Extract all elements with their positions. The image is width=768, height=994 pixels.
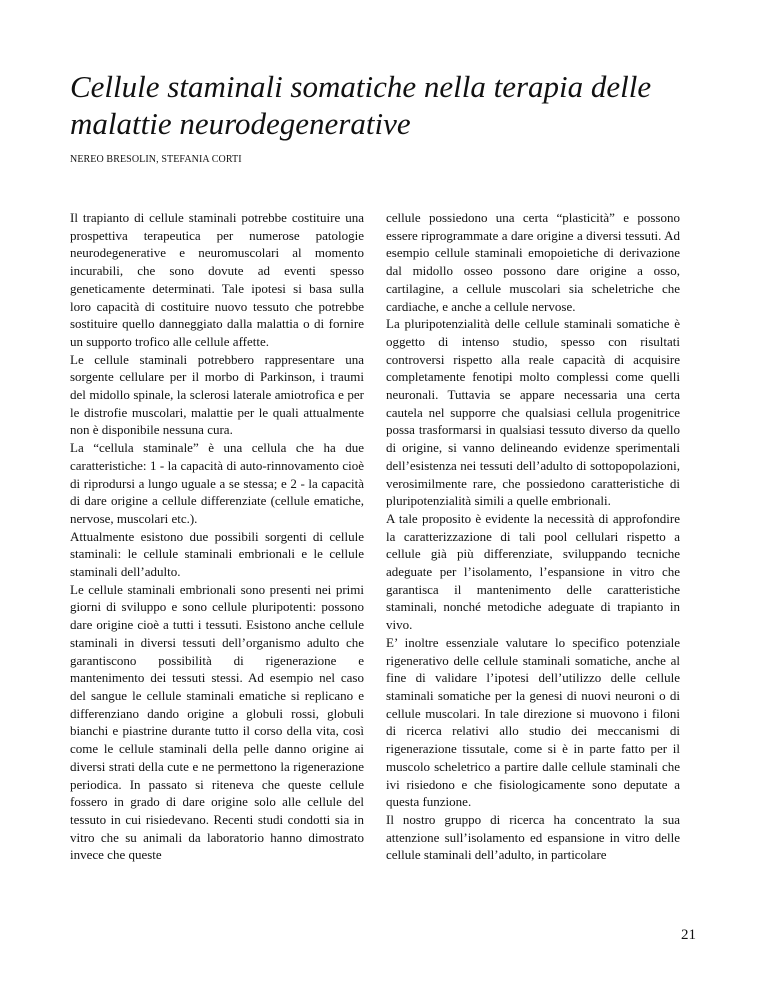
paragraph: Il nostro gruppo di ricerca ha concentrato la sua attenzione sull’isolamento ed espansione in vitro delle cellule staminali dell’adulto, in particolare [386,811,680,863]
paragraph: A tale proposito è evidente la necessità di approfondire la caratterizzazione di tali pool cellulari rispetto a cellule già più differenziate, sviluppando tecniche adeguate per l’isolamento, l’espansione in vitro che garantisca il mantenimento delle caratteristiche staminali, nonché metodiche adeguate di trapianto in vivo. [386,510,680,633]
paragraph: La “cellula staminale” è una cellula che ha due caratteristiche: 1 - la capacità di auto-rinnovamento cioè di riprodursi a lungo uguale a se stessa; e 2 - la capacità di dare origine a cellule differenziate (cellule ematiche, nervose, muscolari etc.). [70,440,364,526]
paragraph: Il trapianto di cellule staminali potrebbe costituire una prospettiva terapeutica per numerose patologie neurodegenerative e neuromuscolari al momento incurabili, che sono dovute ad eventi spesso geneticamente determinati. Tale ipotesi si basa sulla loro capacità di costituire nuovo tessuto che potrebbe sostituire quello danneggiato dalla malattia o di fornire un supporto trofico alle cellule affette. [70,210,364,349]
paragraph: Le cellule staminali embrionali sono presenti nei primi giorni di sviluppo e sono cellule pluripotenti: possono dare origine cioè a tutti i tessuti. Esistono anche cellule staminali in diversi tessuti dell’organismo adulto che garantiscono possibilità di rigenerazione e mantenimento dei tessuti stessi. Ad esempio nel caso del sangue le cellule staminali ematiche si replicano e differenziano dando origine a globuli rossi, globuli bianchi e piastrine durante tutto il corso della vita, così come le cellule staminali della pelle danno origine ai diversi strati della cute e ne permettono la rigenerazione periodica. In passato si riteneva che queste cellule fossero in grado di dare origine solo alle cellule del tessuto in cui risiedevano. Recenti studi condotti sia in vitro che su animali da laboratorio hanno dimostrato invece che queste [70,581,364,863]
paragraph: E’ inoltre essenziale valutare lo specifico potenziale rigenerativo delle cellule staminali somatiche, anche al fine di validare l’ipotesi dell’utilizzo delle cellule staminali somatiche per la genesi di nuovi neuroni o di cellule muscolari. In tale direzione si muovono i filoni di ricerca relativi allo studio dei meccanismi di rigenerazione tissutale, come si è in parte fatto per il muscolo scheletrico a partire dalle cellule staminali che ivi risiedono e che fisiologicamente sono deputate a questa funzione. [386,634,680,810]
paragraph: La pluripotenzialità delle cellule staminali somatiche è oggetto di intenso studio, spesso con risultati controversi rispetto alla reale capacità di acquisire completamente fenotipi molto complessi come quelli neuronali. Tuttavia se appare necessaria una certa cautela nel supporre che qualsiasi cellula progenitrice possa trasformarsi in qualsiasi tessuto diverso da quello di origine, si vanno delineando evidenze sperimentali dell’esistenza nei tessuti dell’adulto di sottopopolazioni, verosimilmente rare, che possiedono caratteristiche di pluripotenzialità simili a quelle embrionali. [386,316,680,509]
article-title: Cellule staminali somatiche nella terapia delle malattie neurodegenerative [70,69,652,141]
page-number: 21 [681,927,696,943]
paragraph: cellule possiedono una certa “plasticità” e possono essere riprogrammate a dare origine a diversi tessuti. Ad esempio cellule staminali emopoietiche di derivazione dal midollo osseo possono dare origine a osso, cartilagine, a cellule muscolari sia scheletriche che cardiache, e anche a cellule nervose. [386,210,680,314]
right-text-column [386,209,680,864]
left-text-column [70,209,364,864]
paragraph: Attualmente esistono due possibili sorgenti di cellule staminali: le cellule staminali embrionali e le cellule staminali dell’adulto. [70,528,364,580]
paragraph: Le cellule staminali potrebbero rappresentare una sorgente cellulare per il morbo di Parkinson, i traumi del midollo spinale, la sclerosi laterale amiotrofica e per le distrofie muscolari, malattie per le quali attualmente non è disponibile nessuna cura. [70,351,364,438]
article-authors: NEREO BRESOLIN, STEFANIA CORTI [70,154,242,165]
